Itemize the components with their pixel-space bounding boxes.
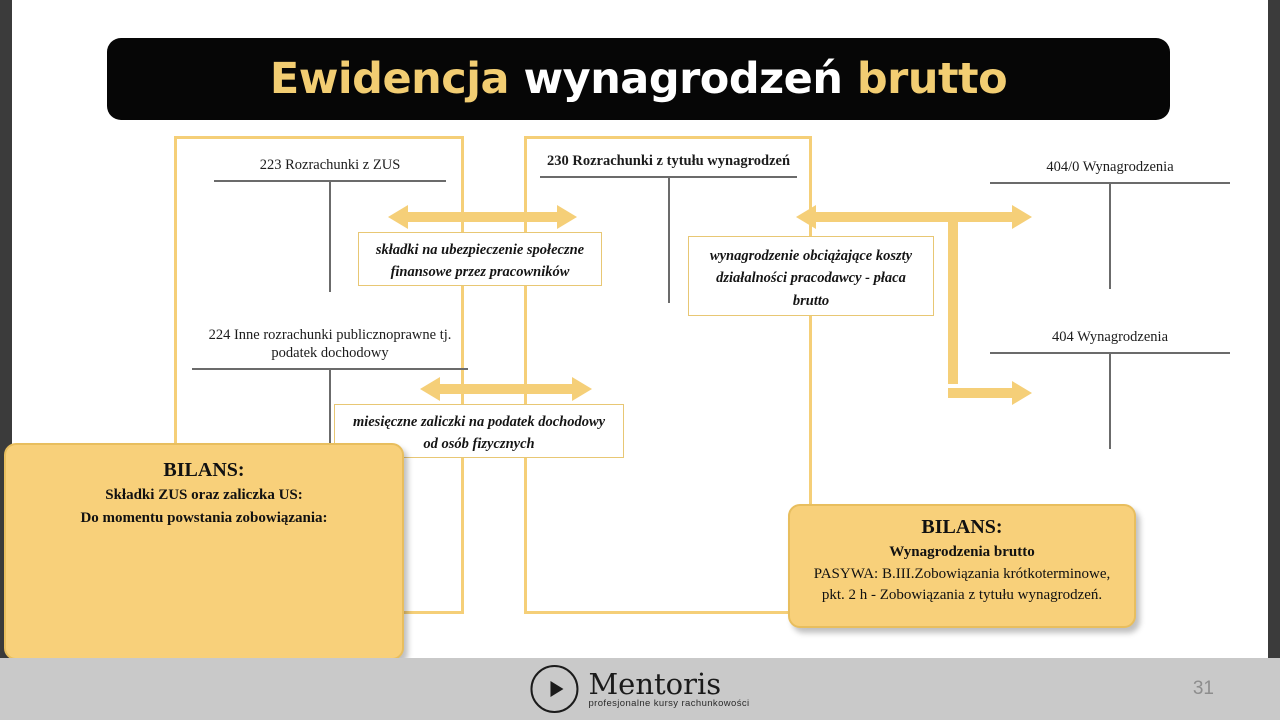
arrow-224-to-230-head-left: [420, 377, 440, 401]
brand-logo: [530, 665, 749, 713]
callout-bilans-wynagrodzenia: [788, 504, 1136, 628]
t-account-zus-label: 223 Rozrachunki z ZUS: [259, 157, 401, 173]
title-segment-3: brutto: [856, 54, 1008, 104]
note-wynagrodzenie-koszty-line3: brutto: [792, 292, 830, 309]
elbow-230-to-404-head: [1012, 381, 1032, 405]
t-account-230-vline: [668, 178, 670, 303]
note-wynagrodzenie-koszty-line1: wynagrodzenie obciążające koszty: [709, 248, 913, 264]
callout-bilans-zus-title: BILANS:: [163, 459, 245, 481]
arrow-230-to-404-0: [816, 212, 1014, 222]
note-zaliczki-podatek-line1: miesięczne zaliczki na podatek dochodowy: [352, 414, 606, 430]
arrow-230-to-404-0-head-left: [796, 205, 816, 229]
t-account-zus-vline: [329, 182, 331, 292]
arrow-224-to-230-head-right: [572, 377, 592, 401]
callout-bilans-zus-sub: Składki ZUS oraz zaliczka US:: [105, 487, 303, 503]
t-account-404-vline: [1109, 354, 1111, 449]
note-skladki: [358, 232, 602, 286]
title-banner: [107, 38, 1170, 120]
note-zaliczki-podatek-line2: od osób fizycznych: [423, 436, 535, 453]
t-account-404-0-vline: [1109, 184, 1111, 289]
arrow-zus-to-230-head-left: [388, 205, 408, 229]
title-segment-1: Ewidencja: [269, 54, 524, 104]
callout-bilans-zus-line1: Do momentu powstania zobowiązania:: [80, 509, 328, 526]
t-account-224-label: 224 Inne rozrachunki publicznoprawne tj. podatek dochodowy: [208, 327, 452, 362]
brand-tagline: profesjonalne kursy rachunkowości: [588, 698, 750, 710]
note-skladki-line2: finansowe przez pracowników: [390, 264, 570, 281]
note-skladki-line1: składki na ubezpieczenie społeczne: [375, 242, 585, 258]
note-wynagrodzenie-koszty: [688, 236, 934, 316]
t-account-230-label: 230 Rozrachunki z tytułu wynagrodzeń: [546, 153, 791, 169]
callout-bilans-wynagrodzenia-line1: PASYWA: B.III.Zobowiązania krótkoterminowe,: [813, 565, 1111, 582]
elbow-230-to-404-horizontal: [948, 388, 1014, 398]
right-edge-bar: [1268, 0, 1280, 720]
footer-bar: [0, 658, 1280, 720]
arrow-224-to-230: [440, 384, 574, 394]
callout-bilans-zus: [4, 443, 404, 660]
arrow-zus-to-230: [408, 212, 558, 222]
callout-bilans-wynagrodzenia-line2: pkt. 2 h - Zobowiązania z tytułu wynagrodzeń.: [821, 587, 1103, 604]
title-segment-2: wynagrodzeń: [523, 54, 857, 104]
arrow-zus-to-230-head-right: [557, 205, 577, 229]
callout-bilans-wynagrodzenia-sub: Wynagrodzenia brutto: [889, 544, 1035, 560]
elbow-230-to-404-vertical: [948, 212, 958, 384]
arrow-230-to-404-0-head-right: [1012, 205, 1032, 229]
t-account-404-0-label: 404/0 Wynagrodzenia: [1046, 159, 1174, 175]
t-account-404-label: 404 Wynagrodzenia: [1051, 329, 1169, 345]
play-icon: [530, 665, 578, 713]
brand-name: Mentoris: [588, 666, 722, 701]
note-wynagrodzenie-koszty-line2: działalności pracodawcy - płaca: [716, 270, 906, 287]
callout-bilans-wynagrodzenia-title: BILANS:: [921, 516, 1003, 538]
page-title: [270, 54, 1007, 104]
page-number: 31: [1192, 678, 1214, 699]
